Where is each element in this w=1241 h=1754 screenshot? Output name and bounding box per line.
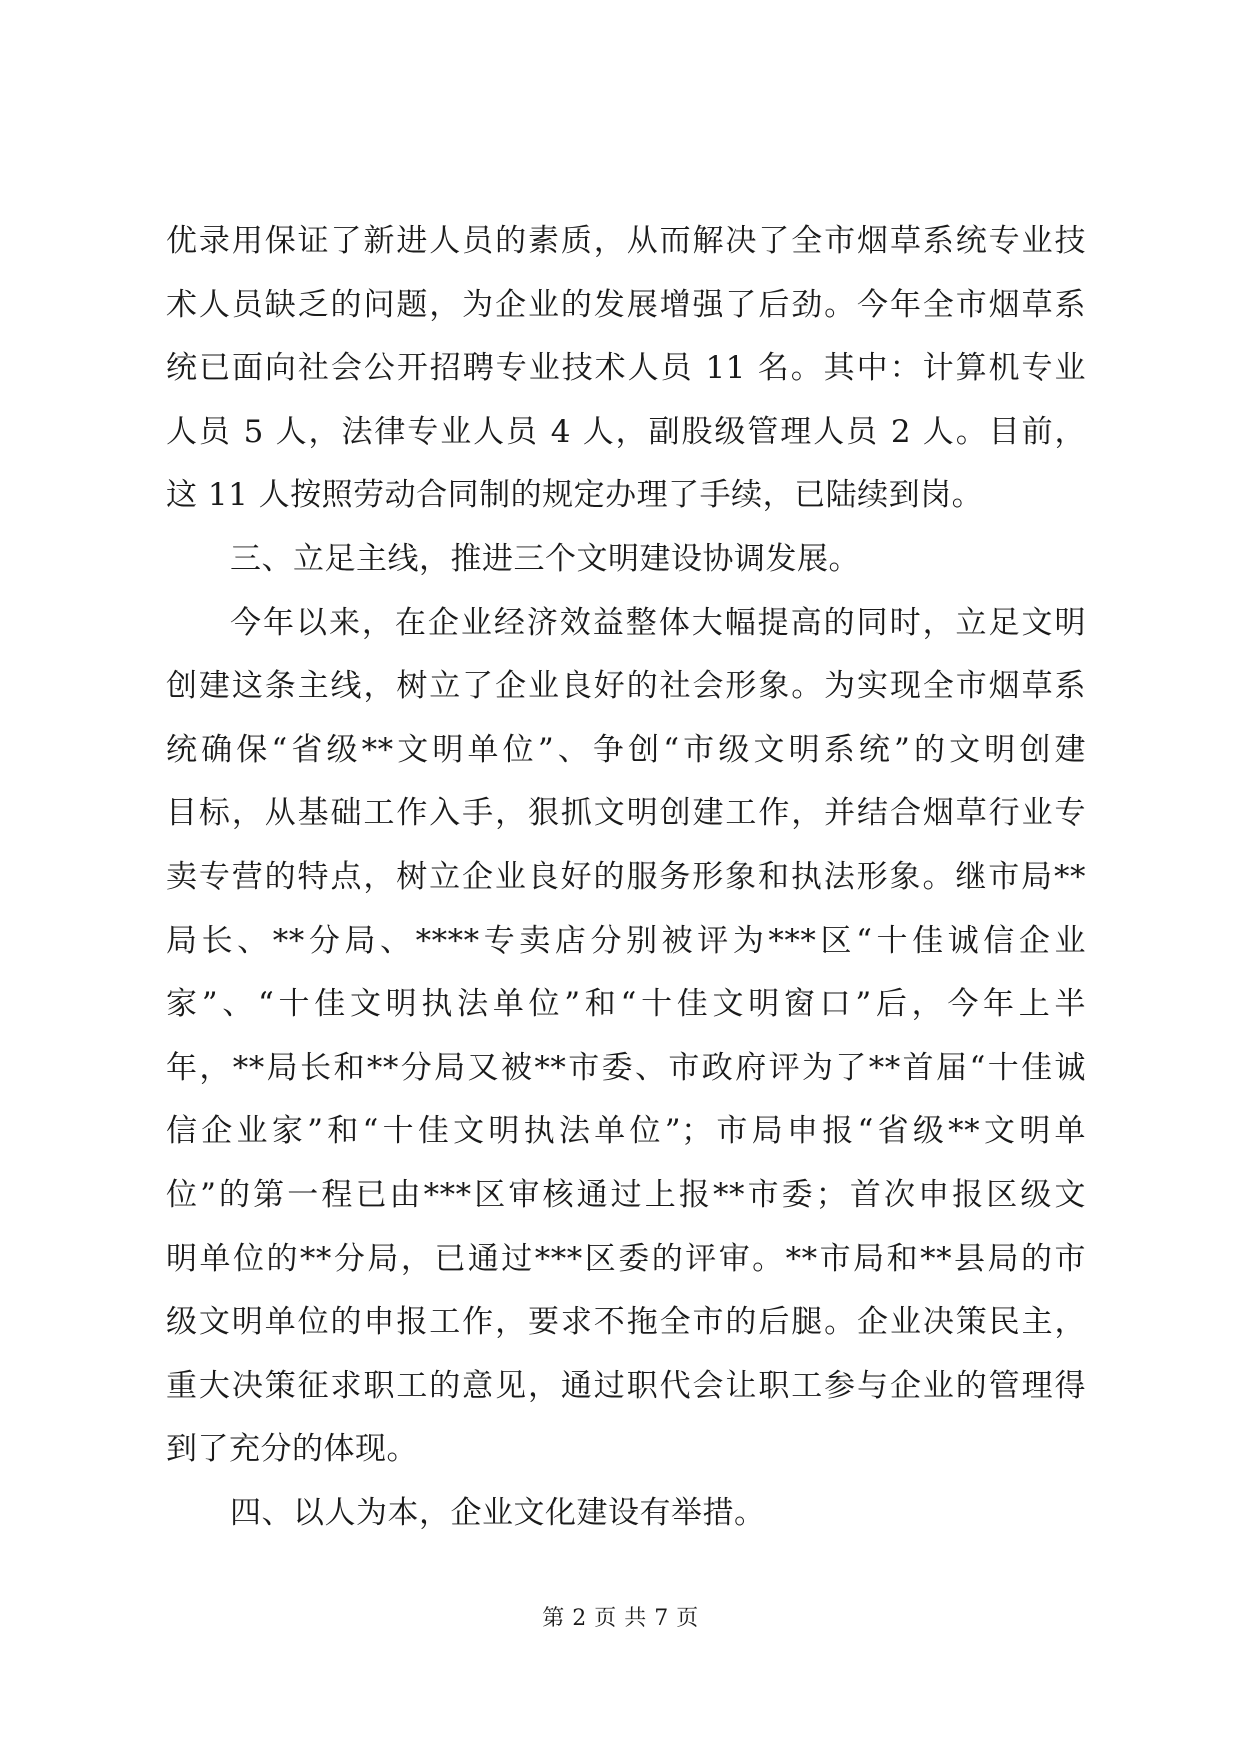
paragraph-line: 家”、“十佳文明执法单位”和“十佳文明窗口”后，今年上半 [166,986,1086,1023]
paragraph-line: 级文明单位的申报工作，要求不拖全市的后腿。企业决策民主， [166,1304,1086,1341]
page-number-footer: 第 2 页 共 7 页 [542,1606,699,1631]
paragraph-line: 创建这条主线，树立了企业良好的社会形象。为实现全市烟草系 [166,668,1086,705]
paragraph-line: 信企业家”和“十佳文明执法单位”；市局申报“省级**文明单 [166,1113,1086,1150]
paragraph-line: 统已面向社会公开招聘专业技术人员 11 名。其中：计算机专业 [166,350,1086,387]
paragraph-line: 重大决策征求职工的意见，通过职代会让职工参与企业的管理得 [166,1367,1086,1404]
paragraph-line: 术人员缺乏的问题，为企业的发展增强了后劲。今年全市烟草系 [166,286,1086,323]
paragraph-line: 年，**局长和**分局又被**市委、市政府评为了**首届“十佳诚 [166,1049,1086,1086]
paragraph-line: 人员 5 人，法律专业人员 4 人，副股级管理人员 2 人。目前， [166,413,1086,450]
paragraph-line: 位”的第一程已由***区审核通过上报**市委；首次申报区级文 [166,1176,1086,1213]
paragraph-line: 明单位的**分局，已通过***区委的评审。**市局和**县局的市 [166,1240,1086,1277]
section-heading: 三、立足主线，推进三个文明建设协调发展。 [230,540,860,577]
paragraph-line: 目标，从基础工作入手，狠抓文明创建工作，并结合烟草行业专 [166,795,1086,832]
section-heading: 四、以人为本，企业文化建设有举措。 [230,1494,766,1531]
paragraph-line: 优录用保证了新进人员的素质，从而解决了全市烟草系统专业技 [166,223,1086,259]
paragraph-line: 到了充分的体现。 [166,1431,418,1468]
paragraph-line: 今年以来，在企业经济效益整体大幅提高的同时，立足文明 [230,604,1086,641]
document-body [166,224,1086,1559]
paragraph-line: 卖专营的特点，树立企业良好的服务形象和执法形象。继市局** [166,858,1086,895]
paragraph-line: 局长、**分局、****专卖店分别被评为***区“十佳诚信企业 [166,922,1086,959]
paragraph-line: 这 11 人按照劳动合同制的规定办理了手续，已陆续到岗。 [166,477,984,514]
paragraph-line: 统确保“省级**文明单位”、争创“市级文明系统”的文明创建 [166,731,1086,768]
